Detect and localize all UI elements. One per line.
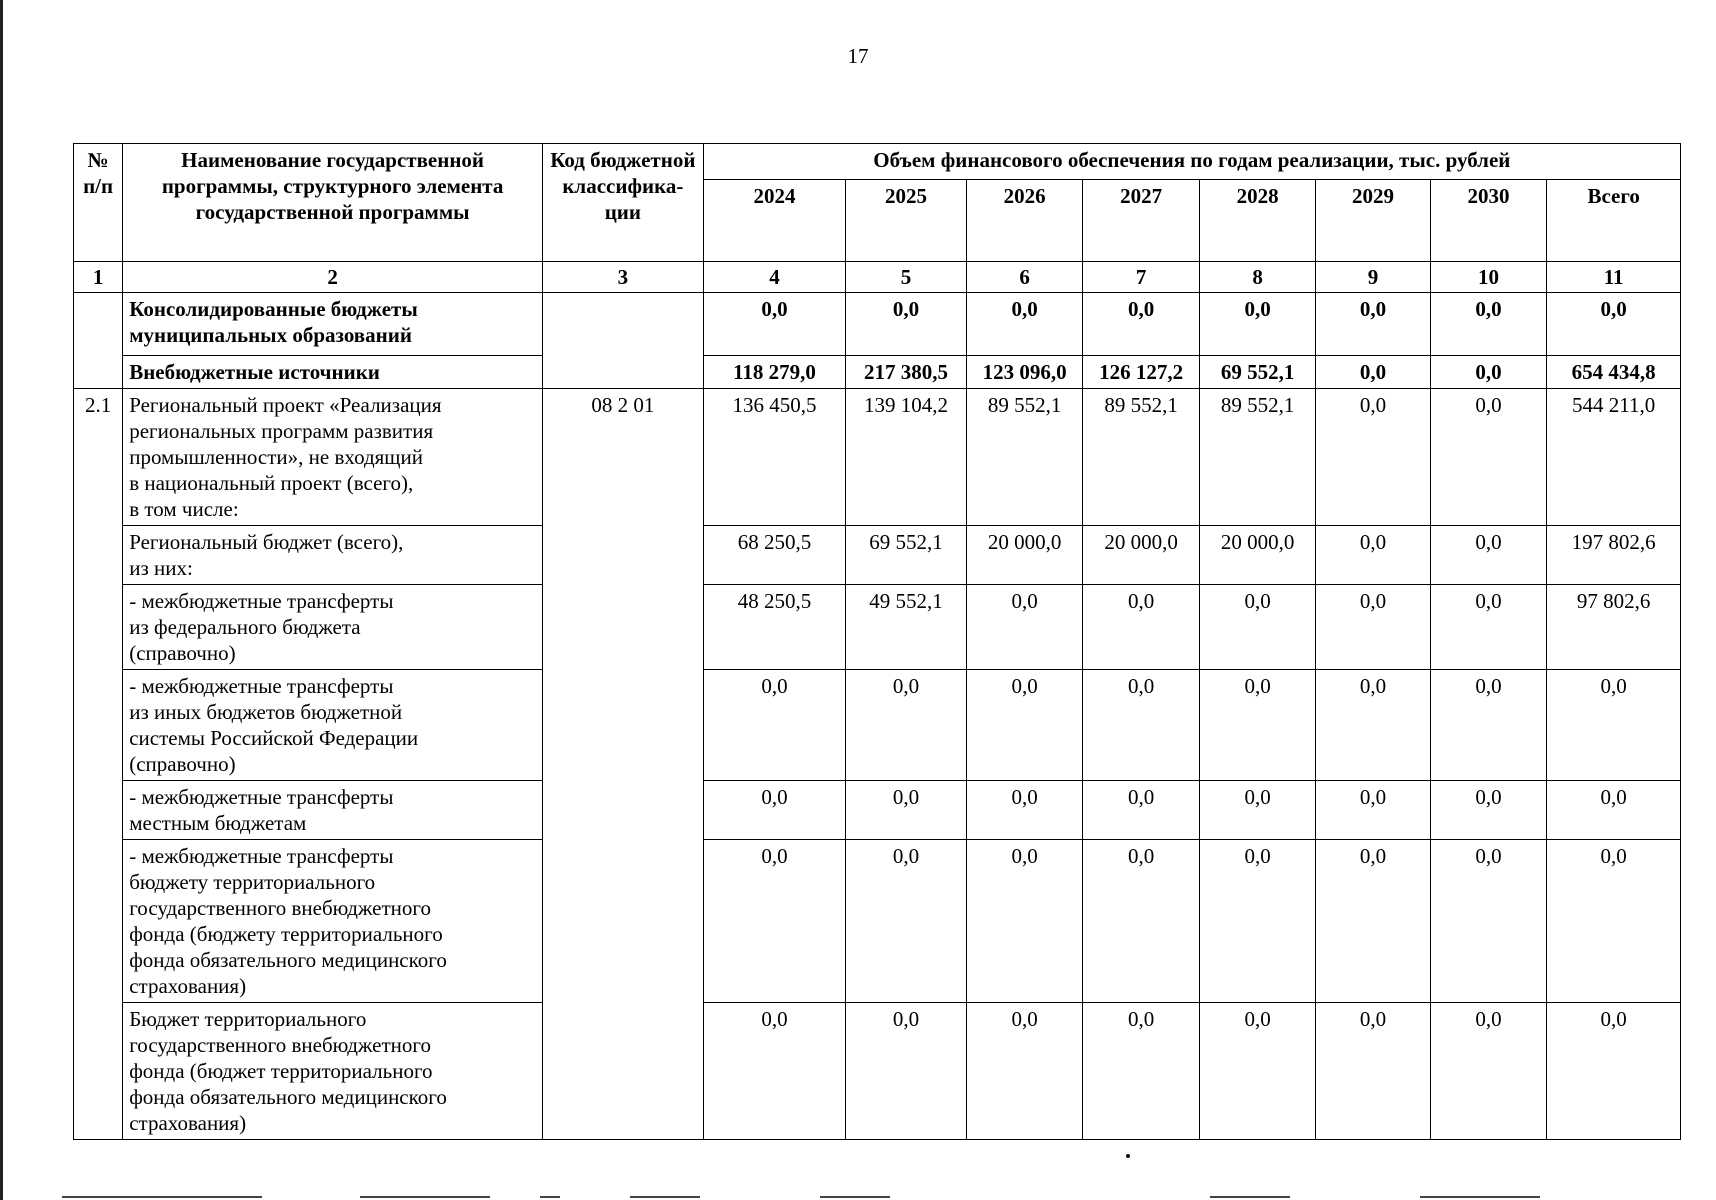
page-number: 17 xyxy=(847,44,869,68)
scan-speck xyxy=(1126,1154,1130,1158)
scan-artifact xyxy=(630,1196,700,1198)
value-cell: 89 552,1 xyxy=(1083,389,1200,526)
value-cell: 69 552,1 xyxy=(846,526,967,585)
row-name xyxy=(123,1003,543,1140)
value-cell: 0,0 xyxy=(1199,840,1316,1003)
value-cell: 0,0 xyxy=(1430,781,1547,840)
table-row xyxy=(74,670,1681,781)
table-row xyxy=(74,389,1681,526)
value-cell: 20 000,0 xyxy=(966,526,1083,585)
row-name-line: фонда (бюджет территориального xyxy=(129,1059,433,1083)
row-name-line: бюджету территориального xyxy=(129,870,376,894)
value-cell: 0,0 xyxy=(1316,670,1430,781)
column-number: 6 xyxy=(966,262,1083,293)
value-cell: 48 250,5 xyxy=(703,585,846,670)
header-num: № п/п xyxy=(74,144,123,262)
column-number: 9 xyxy=(1316,262,1430,293)
row-name-line: из федерального бюджета xyxy=(129,615,361,639)
table-row xyxy=(74,356,1681,389)
column-number: 11 xyxy=(1547,262,1681,293)
column-number: 2 xyxy=(123,262,543,293)
column-number: 8 xyxy=(1199,262,1316,293)
value-cell: 0,0 xyxy=(1430,840,1547,1003)
value-cell: 0,0 xyxy=(966,781,1083,840)
value-cell: 0,0 xyxy=(846,781,967,840)
row-name-line: Внебюджетные источники xyxy=(129,360,380,384)
row-name-line: местным бюджетам xyxy=(129,811,307,835)
header-total: Всего xyxy=(1547,180,1681,262)
column-number: 1 xyxy=(74,262,123,293)
row-name xyxy=(123,781,543,840)
row-name-line: Бюджет территориального xyxy=(129,1007,367,1031)
row-name-line: фонда обязательного медицинского xyxy=(129,948,447,972)
row-name-line: - межбюджетные трансферты xyxy=(129,674,394,698)
value-cell: 97 802,6 xyxy=(1547,585,1681,670)
value-cell: 0,0 xyxy=(1083,840,1200,1003)
header-year: 2030 xyxy=(1430,180,1547,262)
value-cell: 217 380,5 xyxy=(846,356,967,389)
value-cell: 20 000,0 xyxy=(1199,526,1316,585)
table-row xyxy=(74,1003,1681,1140)
row-name xyxy=(123,840,543,1003)
table-row xyxy=(74,526,1681,585)
value-cell: 49 552,1 xyxy=(846,585,967,670)
value-cell: 0,0 xyxy=(1547,781,1681,840)
value-cell: 0,0 xyxy=(703,781,846,840)
value-cell: 0,0 xyxy=(1430,293,1547,356)
value-cell: 123 096,0 xyxy=(966,356,1083,389)
table-row xyxy=(74,840,1681,1003)
value-cell: 0,0 xyxy=(703,1003,846,1140)
value-cell: 0,0 xyxy=(846,670,967,781)
value-cell: 197 802,6 xyxy=(1547,526,1681,585)
scan-artifact xyxy=(1420,1196,1540,1198)
value-cell: 0,0 xyxy=(846,840,967,1003)
row-name-line: фонда обязательного медицинского xyxy=(129,1085,447,1109)
value-cell: 118 279,0 xyxy=(703,356,846,389)
row-name-line: - межбюджетные трансферты xyxy=(129,844,394,868)
header-year: 2028 xyxy=(1199,180,1316,262)
value-cell: 0,0 xyxy=(1199,585,1316,670)
value-cell: 0,0 xyxy=(966,670,1083,781)
value-cell: 136 450,5 xyxy=(703,389,846,526)
value-cell: 0,0 xyxy=(1547,670,1681,781)
value-cell: 0,0 xyxy=(1547,293,1681,356)
row-name-line: (справочно) xyxy=(129,641,236,665)
scan-artifact xyxy=(62,1196,262,1198)
value-cell: 0,0 xyxy=(703,840,846,1003)
scan-artifact xyxy=(820,1196,890,1198)
row-name-line: (справочно) xyxy=(129,752,236,776)
value-cell: 0,0 xyxy=(1316,356,1430,389)
row-name-line: в национальный проект (всего), xyxy=(129,471,414,495)
header-year: 2027 xyxy=(1083,180,1200,262)
header-year: 2029 xyxy=(1316,180,1430,262)
table-row xyxy=(74,585,1681,670)
scan-left-edge xyxy=(0,0,3,1200)
value-cell: 69 552,1 xyxy=(1199,356,1316,389)
value-cell: 0,0 xyxy=(1316,1003,1430,1140)
column-number: 10 xyxy=(1430,262,1547,293)
value-cell: 126 127,2 xyxy=(1083,356,1200,389)
header-code: Код бюджетной классифика-ции xyxy=(543,144,704,262)
value-cell: 0,0 xyxy=(846,293,967,356)
row-name xyxy=(123,293,543,356)
header-name: Наименование государственной программы, структурного элемента государственной программы xyxy=(123,144,543,262)
value-cell: 0,0 xyxy=(1430,389,1547,526)
value-cell: 20 000,0 xyxy=(1083,526,1200,585)
value-cell: 0,0 xyxy=(703,293,846,356)
row-name-line: Региональный проект «Реализация xyxy=(129,393,442,417)
row-code-cell xyxy=(543,293,704,389)
value-cell: 0,0 xyxy=(966,840,1083,1003)
row-name-line: Консолидированные бюджеты xyxy=(129,297,418,321)
row-name-line: региональных программ развития xyxy=(129,419,434,443)
row-name-line: - межбюджетные трансферты xyxy=(129,785,394,809)
row-name-line: страхования) xyxy=(129,974,247,998)
value-cell: 139 104,2 xyxy=(846,389,967,526)
column-number: 5 xyxy=(846,262,967,293)
value-cell: 0,0 xyxy=(1083,670,1200,781)
value-cell: 0,0 xyxy=(1430,585,1547,670)
value-cell: 0,0 xyxy=(1316,840,1430,1003)
value-cell: 0,0 xyxy=(1083,585,1200,670)
row-name-line: промышленности», не входящий xyxy=(129,445,423,469)
column-numbers-row xyxy=(74,262,1681,293)
value-cell: 0,0 xyxy=(703,670,846,781)
header-year: 2024 xyxy=(703,180,846,262)
scan-artifact xyxy=(360,1196,490,1198)
row-name-line: в том числе: xyxy=(129,497,239,521)
value-cell: 0,0 xyxy=(1083,1003,1200,1140)
value-cell: 0,0 xyxy=(1316,781,1430,840)
column-number: 4 xyxy=(703,262,846,293)
row-name-line: из иных бюджетов бюджетной xyxy=(129,700,403,724)
value-cell: 0,0 xyxy=(966,585,1083,670)
row-name xyxy=(123,389,543,526)
row-name xyxy=(123,670,543,781)
table-row xyxy=(74,293,1681,356)
value-cell: 0,0 xyxy=(1199,293,1316,356)
table-row xyxy=(74,781,1681,840)
value-cell: 0,0 xyxy=(1316,585,1430,670)
value-cell: 89 552,1 xyxy=(1199,389,1316,526)
row-name xyxy=(123,585,543,670)
value-cell: 0,0 xyxy=(846,1003,967,1140)
header-year: 2025 xyxy=(846,180,967,262)
value-cell: 0,0 xyxy=(1199,781,1316,840)
row-name-line: государственного внебюджетного xyxy=(129,1033,431,1057)
value-cell: 0,0 xyxy=(1199,1003,1316,1140)
value-cell: 0,0 xyxy=(966,1003,1083,1140)
value-cell: 0,0 xyxy=(1430,670,1547,781)
value-cell: 0,0 xyxy=(1199,670,1316,781)
value-cell: 0,0 xyxy=(1316,389,1430,526)
value-cell: 0,0 xyxy=(1547,840,1681,1003)
value-cell: 0,0 xyxy=(1083,781,1200,840)
value-cell: 0,0 xyxy=(1430,356,1547,389)
value-cell: 654 434,8 xyxy=(1547,356,1681,389)
value-cell: 89 552,1 xyxy=(966,389,1083,526)
row-name xyxy=(123,356,543,389)
header-year: 2026 xyxy=(966,180,1083,262)
scan-artifact xyxy=(540,1196,560,1198)
value-cell: 0,0 xyxy=(966,293,1083,356)
value-cell: 0,0 xyxy=(1316,526,1430,585)
budget-table xyxy=(73,143,1681,1140)
row-name-line: страхования) xyxy=(129,1111,247,1135)
row-code: 08 2 01 xyxy=(543,389,704,1140)
row-name xyxy=(123,526,543,585)
row-name-line: фонда (бюджету территориального xyxy=(129,922,443,946)
row-num: 2.1 xyxy=(74,389,123,1140)
row-name-line: системы Российской Федерации xyxy=(129,726,419,750)
scan-artifact xyxy=(1210,1196,1290,1198)
value-cell: 0,0 xyxy=(1430,526,1547,585)
value-cell: 0,0 xyxy=(1430,1003,1547,1140)
row-name-line: из них: xyxy=(129,556,193,580)
row-name-line: Региональный бюджет (всего), xyxy=(129,530,404,554)
row-name-line: - межбюджетные трансферты xyxy=(129,589,394,613)
column-number: 3 xyxy=(543,262,704,293)
value-cell: 68 250,5 xyxy=(703,526,846,585)
row-name-line: муниципальных образований xyxy=(129,323,412,347)
header-volume: Объем финансового обеспечения по годам реализации, тыс. рублей xyxy=(703,144,1680,180)
column-number: 7 xyxy=(1083,262,1200,293)
value-cell: 0,0 xyxy=(1083,293,1200,356)
row-num-cell xyxy=(74,293,123,389)
row-name-line: государственного внебюджетного xyxy=(129,896,431,920)
value-cell: 0,0 xyxy=(1316,293,1430,356)
value-cell: 544 211,0 xyxy=(1547,389,1681,526)
value-cell: 0,0 xyxy=(1547,1003,1681,1140)
